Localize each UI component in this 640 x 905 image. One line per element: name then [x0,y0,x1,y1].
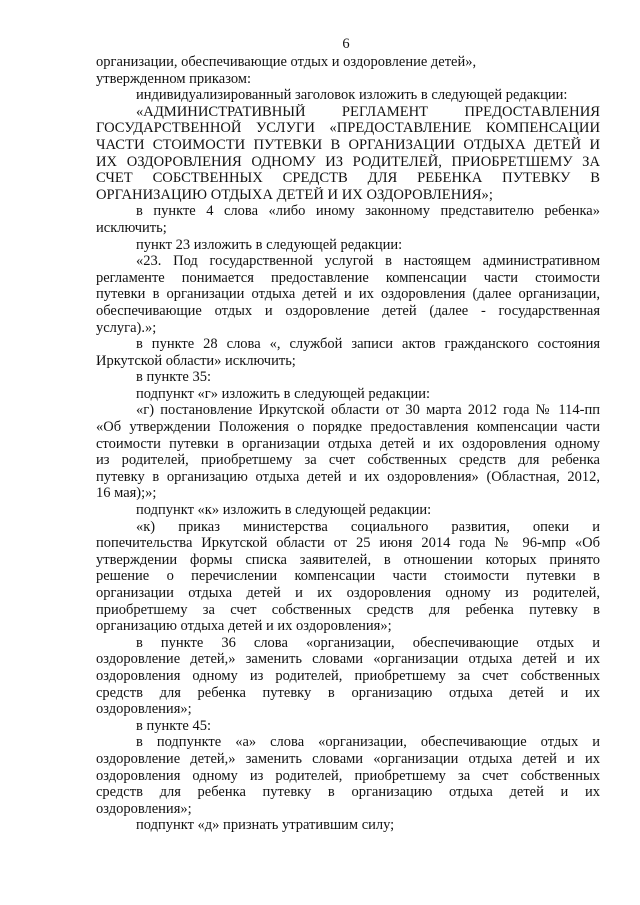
text-line: стоимости путевки в организации отдыха детей и их оздоровления одному [96,435,600,452]
text-line: организацию отдыха детей и их оздоровления»; [96,618,392,635]
text-line: пункт 23 изложить в следующей редакции: [136,236,403,253]
text-line: в пункте 4 слова «либо иному законному представителю ребенка» [136,203,600,220]
text-line: организации отдыха детей и их оздоровления одному из родителей, [96,585,600,601]
text-line: утвержденном приказом: [96,70,252,87]
text-line: средств для ребенка путевку в организацию отдыха детей и их [96,784,600,801]
text-line: 16 мая);»; [96,485,157,502]
text-line: решение о перечислении компенсации части стоимости путевки в [96,568,600,585]
text-line: оздоровление детей,» заменить словами «организации отдыха детей и их [96,750,600,767]
text-line: приобретшему за счет собственных средств для ребенка путевку в [96,601,600,618]
text-line: «23. Под государственной услугой в настоящем административном [136,253,600,270]
page-number: 6 [342,36,350,52]
text-line: в пункте 45: [136,717,212,734]
text-line: в подпункте «а» слова «организации, обеспечивающие отдых и [136,734,600,751]
text-line: путевки в организации отдыха детей и их оздоровления (далее организации, [96,286,600,303]
text-line: ИХ ОЗДОРОВЛЕНИЯ ОДНОМУ ИЗ РОДИТЕЛЕЙ, ПРИОБРЕТШЕМУ ЗА [96,153,600,170]
text-line: обеспечивающие отдых и оздоровление детей (далее - государственная [96,302,600,319]
text-line: СЧЕТ СОБСТВЕННЫХ СРЕДСТВ ДЛЯ РЕБЕНКА ПУТЕВКУ В [96,170,600,187]
text-line: оздоровление детей,» заменить словами «организации отдыха детей и их [96,651,600,668]
text-line: ОРГАНИЗАЦИЮ ОТДЫХА ДЕТЕЙ И ИХ ОЗДОРОВЛЕНИЯ»; [96,186,493,203]
text-line: исключить; [96,219,167,236]
text-line: подпункт «к» изложить в следующей редакции: [136,502,432,519]
text-line: Иркутской области» исключить; [96,352,296,369]
text-line: в пункте 28 слова «, службой записи актов гражданского состояния [136,336,600,353]
text-line: из родителей, приобретшему за счет собственных средств для ребенка [96,452,600,469]
text-line: в пункте 36 слова «организации, обеспечивающие отдых и [136,634,600,651]
text-line: «к) приказ министерства социального развития, опеки и [136,518,600,535]
text-line: оздоровления»; [96,701,192,718]
text-line: оздоровления одному из родителей, приобретшему за счет собственных [96,767,600,784]
text-line: подпункт «г» изложить в следующей редакции: [136,385,431,402]
text-line: утверждении формы списка заявителей, в отношении которых принято [96,551,600,568]
text-line: регламенте понимается предоставление компенсации части стоимости [96,269,600,286]
text-line: организации, обеспечивающие отдых и оздоровление детей», [96,54,477,70]
text-line: «Об утверждении Положения о порядке предоставления компенсации части [96,419,600,436]
text-line: оздоровления»; [96,800,192,817]
text-line: ГОСУДАРСТВЕННОЙ УСЛУГИ «ПРЕДОСТАВЛЕНИЕ КОМПЕНСАЦИИ [96,120,600,137]
text-line: индивидуализированный заголовок изложить в следующей редакции: [136,87,568,104]
text-line: услуга).»; [96,319,157,336]
text-line: путевку в организацию отдыха детей и их оздоровления» (Областная, 2012, [96,468,600,485]
text-line: попечительства Иркутской области от 25 июня 2014 года № 96-мпр «Об [96,535,600,552]
text-line: «АДМИНИСТРАТИВНЫЙ РЕГЛАМЕНТ ПРЕДОСТАВЛЕНИЯ [136,103,600,120]
document-body [96,54,600,834]
text-line: подпункт «д» признать утратившим силу; [136,817,395,834]
text-line: в пункте 35: [136,369,212,386]
text-line: «г) постановление Иркутской области от 30 марта 2012 года № 114-пп [136,402,600,419]
text-line: оздоровления одному из родителей, приобретшему за счет собственных [96,667,600,684]
text-line: средств для ребенка путевку в организацию отдыха детей и их [96,684,600,701]
text-line: ЧАСТИ СТОИМОСТИ ПУТЕВКИ В ОРГАНИЗАЦИИ ОТДЫХА ДЕТЕЙ И [96,136,600,153]
